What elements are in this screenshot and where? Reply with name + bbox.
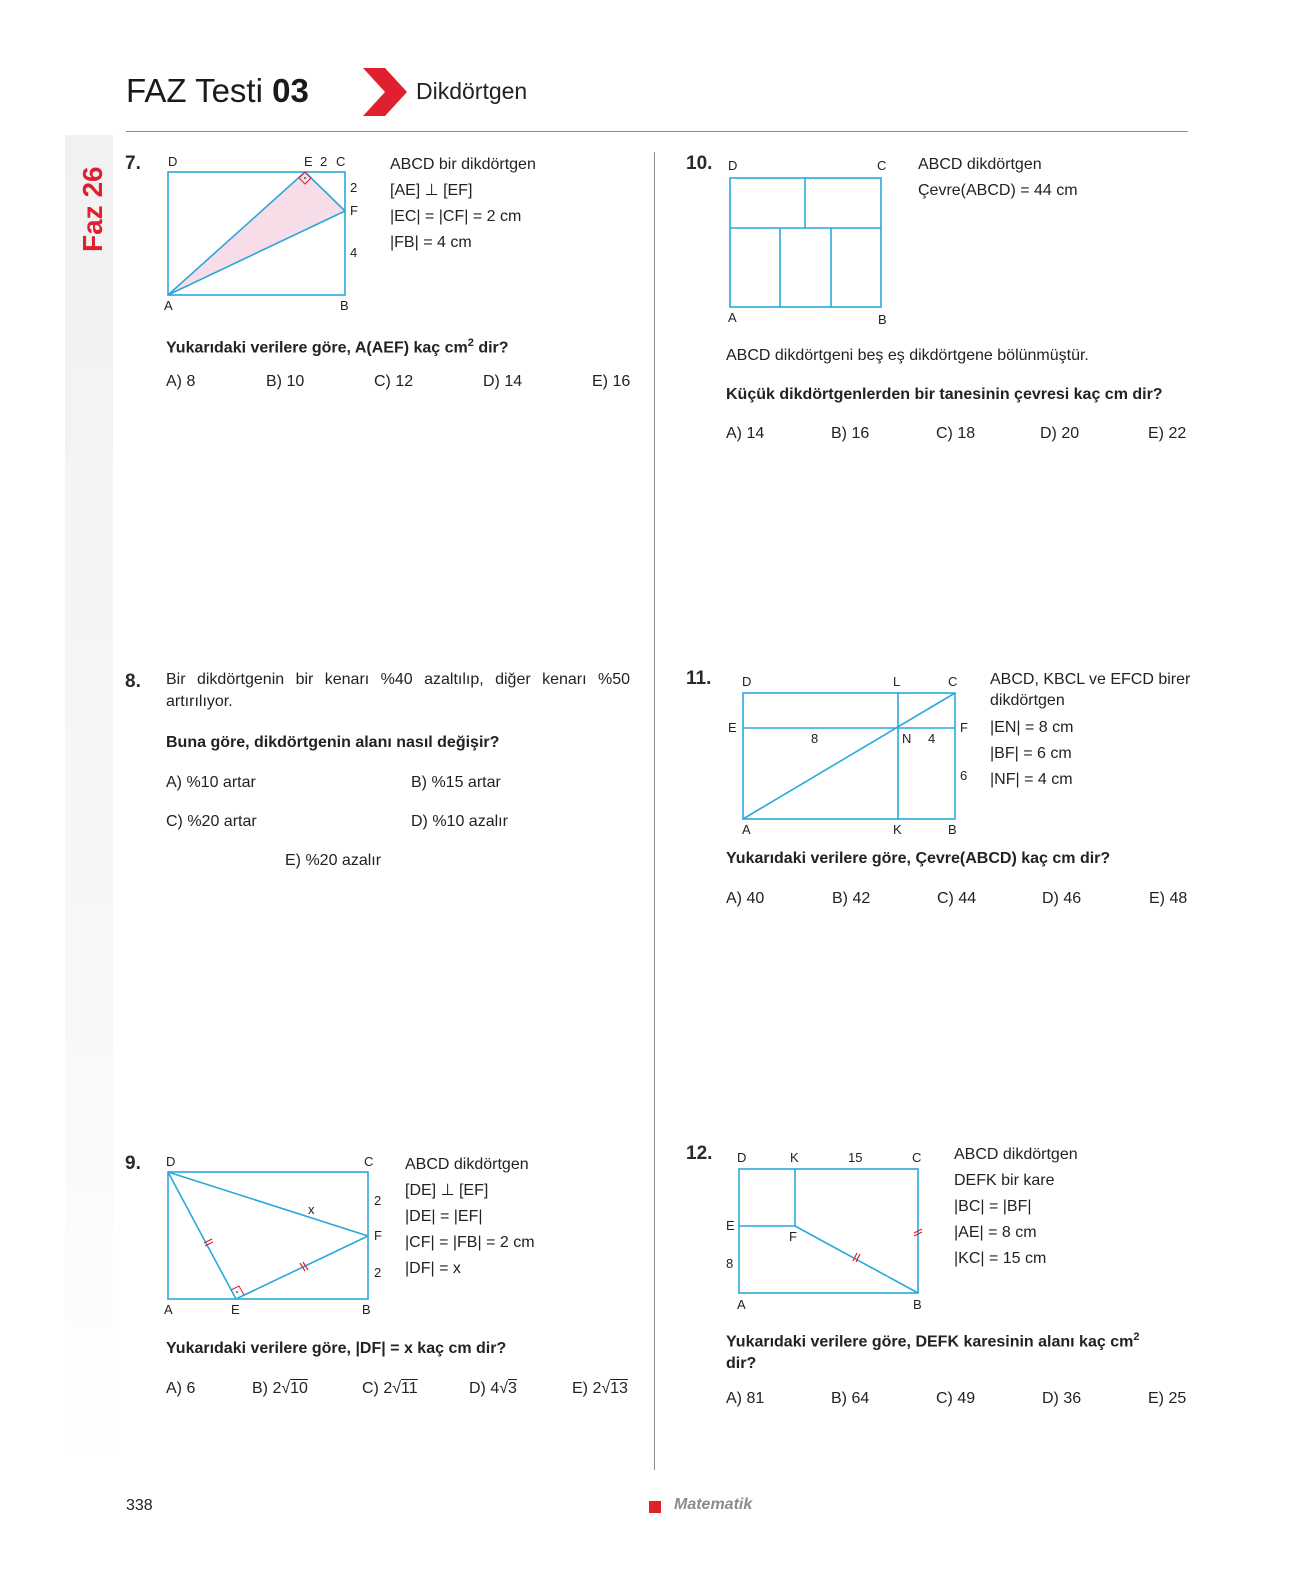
q11-label-d: D [742,674,752,689]
q7-given-line: |FB| = 4 cm [390,234,472,251]
q12-number: 12. [686,1143,713,1164]
q10-number: 10. [686,153,713,174]
q11-label-f: F [960,720,968,735]
q7-label-c: C [336,154,346,169]
q11-label-4: 4 [928,731,936,746]
q12-option[interactable]: E) 25 [1148,1390,1187,1407]
q11-given [990,669,1190,793]
q9-option[interactable] [166,1380,195,1398]
q7-given-line: |EC| = |CF| = 2 cm [390,208,522,225]
q7-question-post: dir? [473,339,509,357]
q9-option-pre: A) 6 [166,1380,196,1397]
q11-option[interactable]: C) 44 [937,890,977,907]
test-number: 03 [272,72,309,109]
q11-label-l: L [893,674,901,689]
q8-option[interactable]: A) %10 artar [166,774,256,791]
q12-given-line: |KC| = 15 cm [954,1250,1047,1267]
q10-option[interactable]: E) 22 [1148,425,1187,442]
q11-label-k: K [893,822,902,837]
q7-label-2-top: 2 [320,154,328,169]
q10-option[interactable]: B) 16 [831,425,870,442]
q10-option[interactable]: C) 18 [936,425,976,442]
q12-label-k: K [790,1150,799,1165]
q12-question-pre: Yukarıdaki verilere göre, DEFK karesinin alanı kaç cm [726,1333,1134,1351]
q11-given-line: ABCD, KBCL ve EFCD birer [990,671,1191,688]
q9-option-pre: D) 4√ [469,1380,509,1397]
q9-option-radicand: 3 [508,1380,517,1397]
q10-given-line: ABCD dikdörtgen [918,156,1042,173]
q10-given [918,152,1078,204]
q9-given-line: |DF| = x [405,1260,461,1277]
footer-square-icon [649,1501,661,1513]
q7-option[interactable]: A) 8 [166,373,196,390]
chevron-arrow-icon [363,68,409,116]
q7-number: 7. [125,153,141,174]
test-title [126,72,309,110]
q7-given-line: ABCD bir dikdörtgen [390,156,536,173]
q11-label-8: 8 [811,731,819,746]
q9-given-line: |DE| = |EF| [405,1208,483,1225]
q12-given-line: |BC| = |BF| [954,1198,1032,1215]
q12-given [954,1142,1078,1272]
q9-option-radicand: 13 [610,1380,628,1397]
q10-given-line: Çevre(ABCD) = 44 cm [918,182,1078,199]
q12-label-e: E [726,1218,735,1233]
q11-number: 11. [686,668,712,689]
column-divider [654,152,655,1470]
q12-label-8: 8 [726,1256,734,1271]
q9-label-d: D [166,1154,176,1169]
side-faz-text: Faz 26 [77,166,108,252]
q12-option[interactable]: B) 64 [831,1390,870,1407]
q7-question-sup: 2 [467,337,474,349]
q7-label-b: B [340,298,349,313]
q7-option[interactable]: C) 12 [374,373,414,390]
q10-label-a: A [728,310,737,325]
q8-option[interactable]: C) %20 artar [166,813,257,830]
q12-option[interactable]: D) 36 [1042,1390,1082,1407]
q8-text: Bir dikdörtgenin bir kenarı %40 azaltılıp, diğer kenarı %50 artırılıyor. [166,671,630,710]
test-title-prefix: FAZ Testi [126,72,273,109]
topic-title: Dikdörtgen [416,78,528,104]
q10-text: ABCD dikdörtgeni beş eş dikdörtgene bölünmüştür. [726,347,1089,364]
q9-label-f: F [374,1228,382,1243]
q11-label-n: N [902,731,912,746]
q10-option[interactable]: A) 14 [726,425,765,442]
q9-label-2-bottom: 2 [374,1265,382,1280]
q11-given-line: |EN| = 8 cm [990,719,1074,736]
q11-option[interactable]: B) 42 [832,890,871,907]
q11-given-line: |BF| = 6 cm [990,745,1072,762]
side-faz-label [68,148,112,256]
q12-label-f: F [789,1229,797,1244]
q11-given-line: dikdörtgen [990,692,1065,709]
q9-tick-de [204,1239,213,1246]
side-band [65,135,113,1475]
q9-label-2-top: 2 [374,1193,382,1208]
q11-figure [722,668,972,838]
q7-given-line: [AE] ⊥ [EF] [390,182,473,199]
q7-figure [160,150,375,320]
q11-given-line: |NF| = 4 cm [990,771,1073,788]
q9-option-pre: E) 2√ [572,1380,611,1397]
q12-label-d: D [737,1150,747,1165]
q9-label-x: x [308,1202,315,1217]
q9-question: Yukarıdaki verilere göre, |DF| = x kaç cm dir? [166,1340,507,1357]
q12-option[interactable]: C) 49 [936,1390,976,1407]
q9-option[interactable] [572,1380,628,1398]
q9-option-pre: C) 2√ [362,1380,402,1397]
q12-given-line: |AE| = 8 cm [954,1224,1037,1241]
q9-option-radicand: 11 [401,1380,418,1397]
q9-number: 9. [125,1153,141,1174]
q9-given [405,1152,535,1282]
q9-option-pre: B) 2√ [252,1380,291,1397]
q11-label-6: 6 [960,768,968,783]
header-divider [126,131,1188,132]
q12-question [726,1326,1191,1375]
q9-label-c: C [364,1154,374,1169]
q12-label-b: B [913,1297,922,1312]
q12-given-line: DEFK bir kare [954,1172,1055,1189]
q9-option[interactable] [469,1380,517,1398]
q9-given-line: [DE] ⊥ [EF] [405,1182,489,1199]
q9-label-a: A [164,1302,173,1315]
q10-figure [722,152,897,332]
q7-label-d: D [168,154,178,169]
q12-label-a: A [737,1297,746,1312]
q9-option-radicand: 10 [290,1380,308,1397]
q9-given-line: ABCD dikdörtgen [405,1156,529,1173]
q11-label-c: C [948,674,958,689]
q12-question-sup: 2 [1133,1331,1140,1343]
footer-subject: Matematik [674,1496,753,1513]
q10-label-d: D [728,158,738,173]
q9-option[interactable] [362,1380,418,1398]
q12-question-post: dir? [726,1355,757,1373]
q12-label-c: C [912,1150,922,1165]
q7-given [390,152,536,256]
q8-option[interactable]: E) %20 azalır [285,852,382,869]
q12-option[interactable]: A) 81 [726,1390,765,1407]
q9-option[interactable] [252,1380,308,1398]
q11-question: Yukarıdaki verilere göre, Çevre(ABCD) kaç cm dir? [726,850,1111,867]
q12-given-line: ABCD dikdörtgen [954,1146,1078,1163]
q8-option[interactable]: D) %10 azalır [411,813,508,830]
q7-label-f: F [350,203,358,218]
q7-question [166,330,509,361]
q11-label-b: B [948,822,957,837]
q11-label-e: E [728,720,737,735]
q9-label-e: E [231,1302,240,1315]
q7-label-2-side: 2 [350,180,358,195]
q7-question-pre: Yukarıdaki verilere göre, A(AEF) kaç cm [166,339,468,357]
q7-label-4: 4 [350,245,358,260]
q11-option[interactable]: E) 48 [1149,890,1188,907]
q11-option[interactable]: A) 40 [726,890,765,907]
q11-label-a: A [742,822,751,837]
q12-figure [722,1140,932,1320]
q10-label-c: C [877,158,887,173]
q7-label-a: A [164,298,173,313]
q7-option[interactable]: E) 16 [592,373,631,390]
page-number: 338 [126,1497,153,1514]
q9-label-b: B [362,1302,371,1315]
q8-question: Buna göre, dikdörtgenin alanı nasıl değişir? [166,734,500,751]
q9-figure [160,1150,395,1315]
q11-option[interactable]: D) 46 [1042,890,1082,907]
q7-label-e: E [304,154,313,169]
q10-label-b: B [878,312,887,327]
q8-number: 8. [125,671,141,692]
q10-question: Küçük dikdörtgenlerden bir tanesinin çevresi kaç cm dir? [726,386,1163,403]
q12-label-15: 15 [848,1150,863,1165]
q7-option[interactable]: B) 10 [266,373,305,390]
q9-given-line: |CF| = |FB| = 2 cm [405,1234,535,1251]
q10-option[interactable]: D) 20 [1040,425,1080,442]
q8-option[interactable]: B) %15 artar [411,774,501,791]
q7-option[interactable]: D) 14 [483,373,523,390]
